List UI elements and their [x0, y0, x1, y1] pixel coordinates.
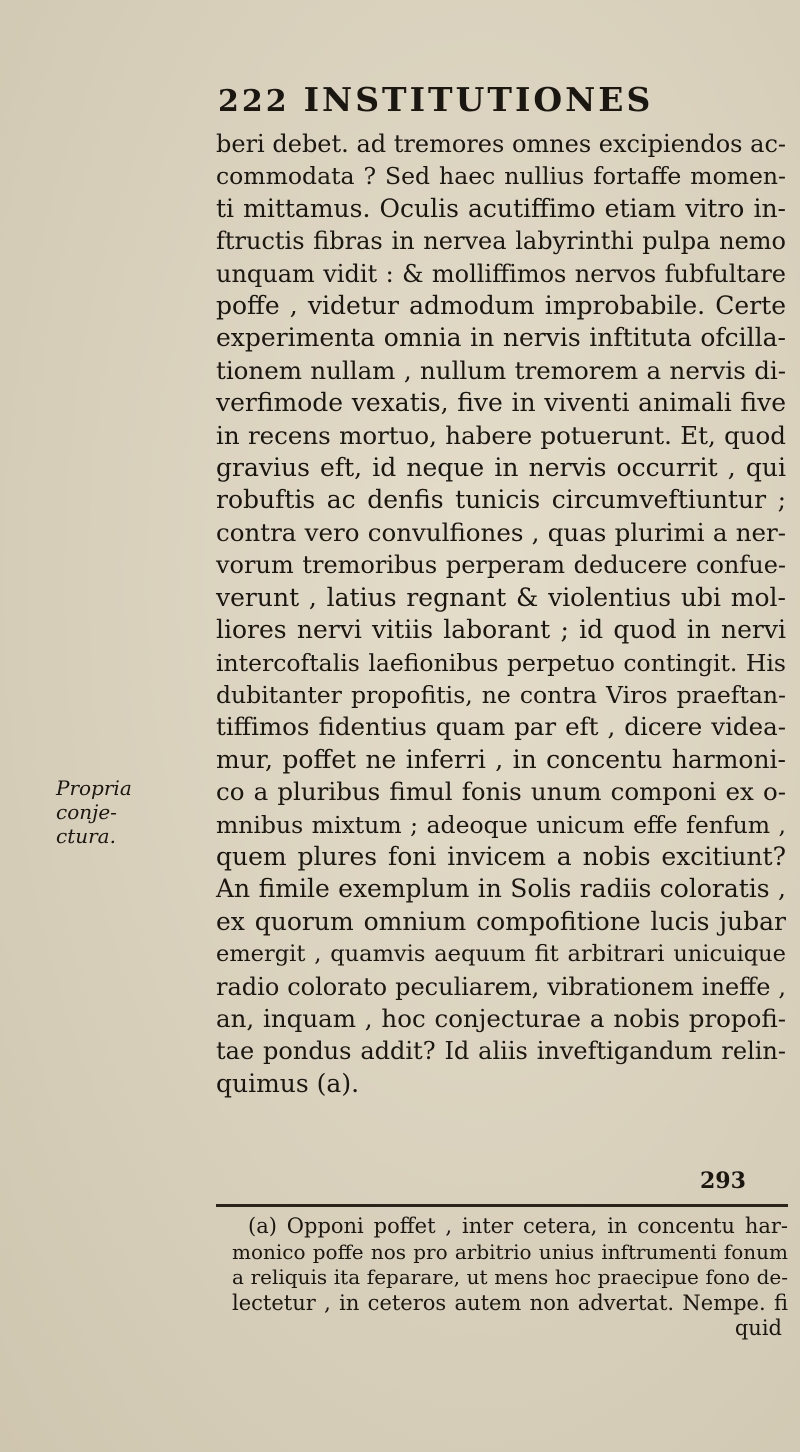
text-line: in recens mortuo, habere potuerunt. Et, quod — [216, 420, 786, 450]
footnote-block — [232, 1214, 788, 1342]
catchword: 293 — [700, 1168, 746, 1194]
text-line: tionem nullam , nullum tremorem a nervis di- — [216, 355, 786, 385]
text-line: ex quorum omnium compofitione lucis jubar — [216, 906, 786, 936]
text-line: robuftis ac denfis tunicis circumveftiuntur ; — [216, 485, 786, 515]
footnote-line: (a) Opponi poffet , inter cetera, in concentu har- — [248, 1214, 788, 1238]
text-line: unquam vidit : & molliffimos nervos fubfultare — [216, 259, 786, 288]
text-line: vorum tremoribus perperam deducere confue- — [216, 551, 786, 580]
footnote-line: monico poffe nos pro arbitrio unius inftrumenti fonum — [232, 1239, 788, 1264]
main-text-block — [216, 128, 786, 1100]
text-line: An fimile exemplum in Solis radiis coloratis , — [216, 874, 786, 904]
marginal-note-line: Propria — [56, 776, 132, 800]
footnote-catchword: quid — [734, 1316, 782, 1340]
text-line: mnibus mixtum ; adeoque unicum effe fenfum , — [216, 810, 786, 839]
text-line: intercoftalis laefionibus perpetuo contingit. His — [216, 648, 786, 677]
text-line: gravius eft, id neque in nervis occurrit , qui — [216, 453, 786, 483]
text-line: verunt , latius regnant & violentius ubi mol- — [216, 582, 786, 612]
text-line: contra vero convulfiones , quas plurimi a ner- — [216, 517, 786, 547]
text-line: verfimode vexatis, five in viventi animali five — [216, 388, 786, 418]
text-line: mur, poffet ne inferri , in concentu harmoni- — [216, 744, 786, 774]
marginal-note — [56, 776, 132, 848]
text-line: experimenta omnia in nervis inftituta ofcilla- — [216, 323, 786, 353]
marginal-note-line: ctura. — [56, 824, 116, 848]
text-line: emergit , quamvis aequum fit arbitrari unicuique — [216, 941, 786, 968]
text-line: an, inquam , hoc conjecturae a nobis propofi- — [216, 1003, 786, 1033]
text-line: tiffimos fidentius quam par eft , dicere videa- — [216, 712, 786, 742]
text-line: co a pluribus fimul fonis unum componi ex o- — [216, 777, 786, 807]
marginal-note-line: conje- — [56, 800, 117, 824]
footnote-line: a reliquis ita feparare, ut mens hoc praecipue fono de- — [232, 1265, 788, 1289]
text-line: ftructis fibras in nervea labyrinthi pulpa nemo — [216, 227, 786, 256]
text-line: beri debet. ad tremores omnes excipiendos ac- — [216, 130, 786, 158]
running-header — [218, 80, 653, 119]
footnote-divider — [216, 1204, 788, 1207]
running-title: INSTITUTIONES — [303, 80, 654, 119]
text-line: quimus (a). — [216, 1068, 360, 1098]
text-line: liores nervi vitiis laborant ; id quod in nervi — [216, 615, 786, 645]
text-line: radio colorato peculiarem, vibrationem ineffe , — [216, 972, 786, 1001]
text-line: ti mittamus. Oculis acutiffimo etiam vitro in- — [216, 193, 786, 223]
text-line: poffe , videtur admodum improbabile. Certe — [216, 291, 786, 321]
text-line: dubitanter propofitis, ne contra Viros praeftan- — [216, 680, 786, 709]
page-number: 222 — [218, 84, 290, 119]
text-line: quem plures foni invicem a nobis excitiunt? — [216, 841, 786, 871]
footnote-line: lectetur , in ceteros autem non advertat. Nempe. fi — [232, 1290, 788, 1315]
text-line: commodata ? Sed haec nullius fortaffe momen- — [216, 162, 786, 191]
text-line: tae pondus addit? Id aliis inveftigandum relin- — [216, 1037, 786, 1066]
